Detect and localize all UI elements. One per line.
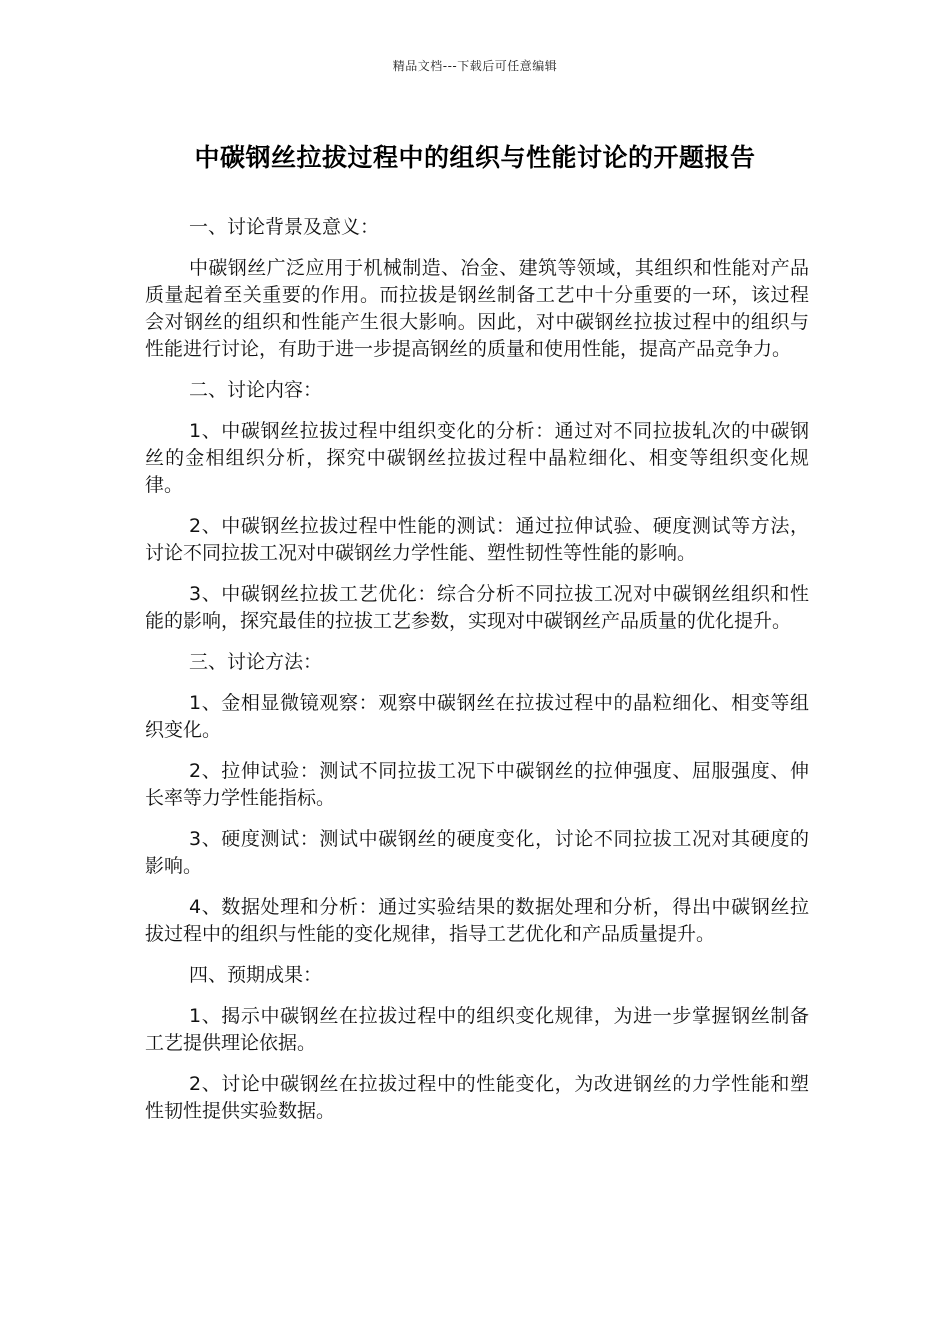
method-item: 4、数据处理和分析：通过实验结果的数据处理和分析，得出中碳钢丝拉拔过程中的组织与性能的变化规律，指导工艺优化和产品质量提升。 [145, 896, 809, 945]
page-header: 精品文档---下载后可任意编辑 [392, 59, 558, 73]
method-item: 1、金相显微镜观察：观察中碳钢丝在拉拔过程中的晶粒细化、相变等组织变化。 [145, 692, 809, 741]
section-heading-background: 一、讨论背景及意义： [189, 216, 380, 238]
content-item: 2、中碳钢丝拉拔过程中性能的测试：通过拉伸试验、硬度测试等方法，讨论不同拉拔工况对中碳钢丝力学性能、塑性韧性等性能的影响。 [145, 515, 809, 564]
background-paragraph: 中碳钢丝广泛应用于机械制造、冶金、建筑等领域，其组织和性能对产品质量起着至关重要的作用。而拉拔是钢丝制备工艺中十分重要的一环，该过程会对钢丝的组织和性能产生很大影响。因此，对中碳钢丝拉拔过程中的组织与性能进行讨论，有助于进一步提高钢丝的质量和使用性能，提高产品竞争力。 [145, 257, 809, 360]
result-item: 1、揭示中碳钢丝在拉拔过程中的组织变化规律，为进一步掌握钢丝制备工艺提供理论依据。 [145, 1005, 809, 1054]
document-body [145, 214, 809, 1139]
content-item: 1、中碳钢丝拉拔过程中组织变化的分析：通过对不同拉拔轧次的中碳钢丝的金相组织分析，探究中碳钢丝拉拔过程中晶粒细化、相变等组织变化规律。 [145, 420, 809, 496]
section-heading-content: 二、讨论内容： [189, 379, 323, 401]
document-title: 中碳钢丝拉拔过程中的组织与性能讨论的开题报告 [194, 143, 756, 172]
content-item: 3、中碳钢丝拉拔工艺优化：综合分析不同拉拔工况对中碳钢丝组织和性能的影响，探究最佳的拉拔工艺参数，实现对中碳钢丝产品质量的优化提升。 [145, 583, 809, 632]
result-item: 2、讨论中碳钢丝在拉拔过程中的性能变化，为改进钢丝的力学性能和塑性韧性提供实验数据。 [145, 1073, 809, 1122]
section-heading-results: 四、预期成果： [189, 964, 323, 986]
method-item: 3、硬度测试：测试中碳钢丝的硬度变化，讨论不同拉拔工况对其硬度的影响。 [145, 828, 809, 877]
method-item: 2、拉伸试验：测试不同拉拔工况下中碳钢丝的拉伸强度、屈服强度、伸长率等力学性能指标。 [145, 760, 809, 809]
section-heading-methods: 三、讨论方法： [189, 651, 323, 673]
